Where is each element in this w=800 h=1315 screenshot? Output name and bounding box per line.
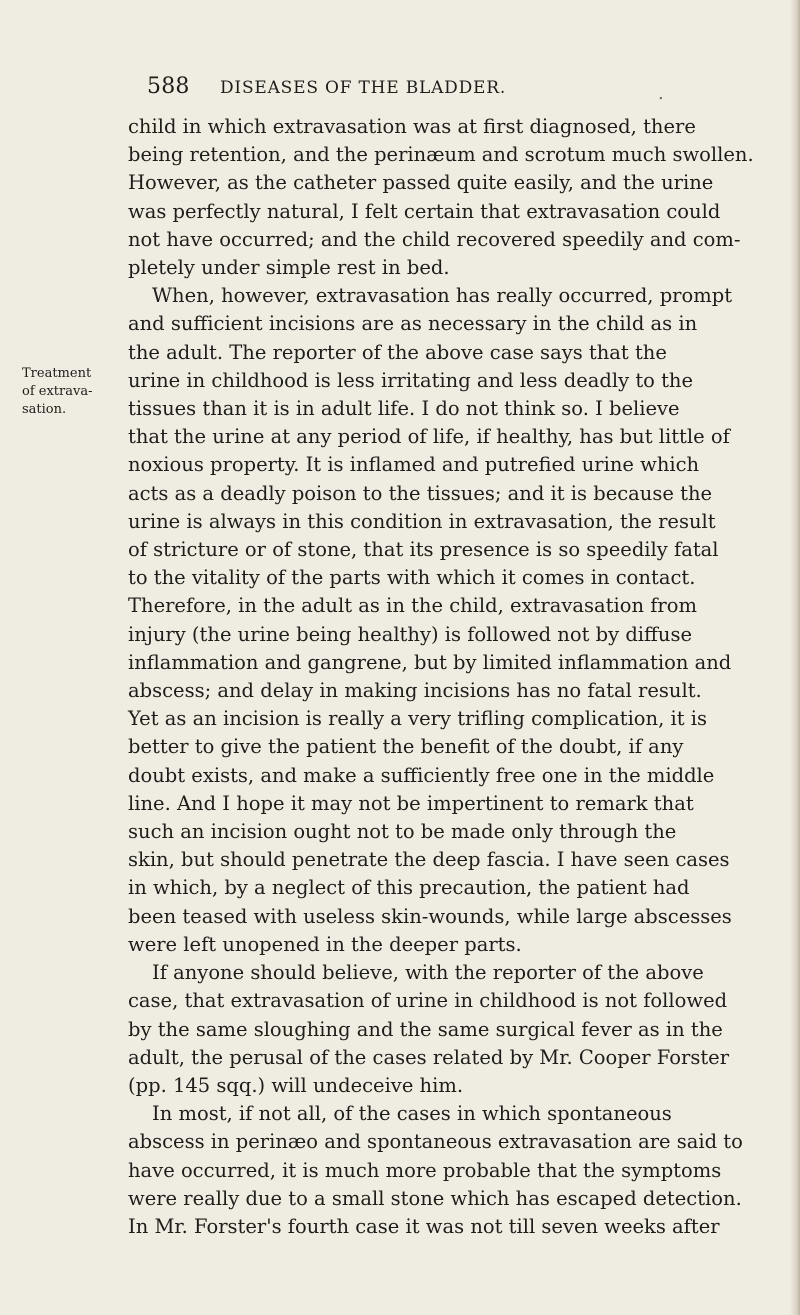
- text-line: and sufficient incisions are as necessary in the child as in: [128, 312, 698, 336]
- text-line: urine is always in this condition in extravasation, the result: [128, 509, 716, 533]
- text-line: (pp. 145 sqq.) will undeceive him.: [128, 1073, 464, 1097]
- text-line: Yet as an incision is really a very trifling complication, it is: [128, 707, 708, 731]
- text-line: adult, the perusal of the cases related by Mr. Cooper Forster: [128, 1045, 730, 1069]
- text-line: in which, by a neglect of this precaution, the patient had: [128, 876, 690, 900]
- text-line: tissues than it is in adult life. I do not think so. I believe: [128, 397, 680, 421]
- page-edge-shadow: [790, 0, 800, 1315]
- text-line: However, as the catheter passed quite easily, and the urine: [128, 171, 714, 195]
- text-line: not have occurred; and the child recovered speedily and com-: [128, 227, 741, 251]
- text-line: better to give the patient the benefit of the doubt, if any: [128, 735, 684, 759]
- text-line: were really due to a small stone which has escaped detection.: [128, 1186, 742, 1210]
- text-line: that the urine at any period of life, if healthy, has but little of: [128, 425, 730, 449]
- text-line: In Mr. Forster's fourth case it was not till seven weeks after: [128, 1214, 720, 1238]
- text-line: abscess; and delay in making incisions has no fatal result.: [128, 679, 702, 703]
- text-line: were left unopened in the deeper parts.: [128, 932, 522, 956]
- text-line: being retention, and the perinæum and scrotum much swollen.: [128, 143, 754, 167]
- marginal-note-line: sation.: [22, 402, 67, 417]
- page-mark: .: [658, 83, 664, 104]
- text-line: been teased with useless skin-wounds, while large abscesses: [128, 904, 732, 928]
- page-number: 588: [147, 74, 190, 99]
- text-line: injury (the urine being healthy) is followed not by diffuse: [128, 622, 693, 646]
- text-line: child in which extravasation was at first diagnosed, there: [128, 115, 696, 138]
- text-line: doubt exists, and make a sufficiently free one in the middle: [128, 763, 715, 787]
- text-line: noxious property. It is inflamed and putrefied urine which: [128, 453, 700, 477]
- text-line: by the same sloughing and the same surgical fever as in the: [128, 1017, 723, 1041]
- text-line: was perfectly natural, I felt certain that extravasation could: [128, 199, 721, 223]
- text-line: to the vitality of the parts with which it comes in contact.: [128, 566, 696, 590]
- text-line: skin, but should penetrate the deep fascia. I have seen cases: [128, 848, 730, 872]
- text-line: If anyone should believe, with the reporter of the above: [152, 961, 704, 985]
- text-line: case, that extravasation of urine in childhood is not followed: [128, 989, 728, 1013]
- text-line: of stricture or of stone, that its presence is so speedily fatal: [128, 538, 719, 562]
- marginal-note-line: Treatment: [22, 366, 92, 381]
- text-line: the adult. The reporter of the above case says that the: [128, 340, 667, 364]
- text-line: inflammation and gangrene, but by limited inflammation and: [128, 650, 732, 674]
- running-head: DISEASES OF THE BLADDER.: [220, 78, 507, 98]
- text-line: In most, if not all, of the cases in which spontaneous: [152, 1102, 672, 1126]
- text-line: such an incision ought not to be made only through the: [128, 820, 677, 844]
- marginal-note: [22, 365, 124, 419]
- text-line: acts as a deadly poison to the tissues; and it is because the: [128, 481, 713, 505]
- text-line: When, however, extravasation has really occurred, prompt: [152, 284, 733, 308]
- body-text: [128, 113, 764, 1241]
- text-line: pletely under simple rest in bed.: [128, 256, 450, 280]
- text-line: abscess in perinæo and spontaneous extravasation are said to: [128, 1130, 743, 1154]
- text-line: urine in childhood is less irritating and less deadly to the: [128, 368, 694, 392]
- marginal-note-line: of extrava-: [22, 384, 93, 399]
- text-line: Therefore, in the adult as in the child, extravasation from: [128, 594, 697, 618]
- text-line: line. And I hope it may not be impertinent to remark that: [128, 791, 694, 815]
- text-line: have occurred, it is much more probable that the symptoms: [128, 1158, 722, 1182]
